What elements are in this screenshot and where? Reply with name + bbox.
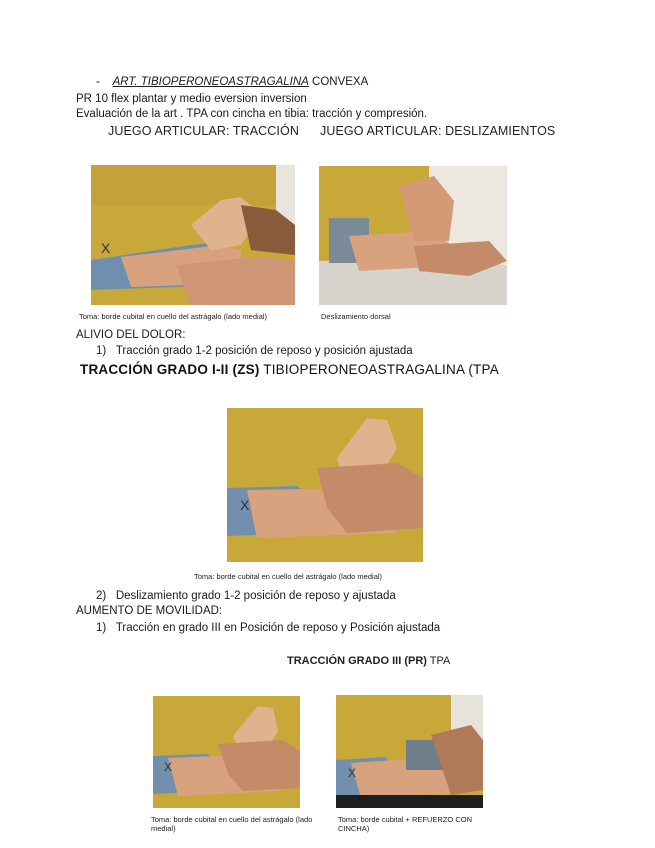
caption-photo1: Toma: borde cubital en cuello del astrágalo (lado medial) — [79, 312, 268, 321]
traccion-iii-bold: TRACCIÓN GRADO III (PR) — [287, 655, 427, 667]
item-2-text: Deslizamiento grado 1-2 posición de reposo y ajustada — [115, 590, 396, 602]
x-mark-1: X — [101, 240, 111, 256]
photo-traccion-grado-i-ii — [227, 408, 423, 562]
photo-traccion-ankle — [91, 165, 295, 305]
header-deslizamientos: JUEGO ARTICULAR: DESLIZAMIENTOS — [320, 124, 556, 138]
caption-photo4: Toma: borde cubital en cuello del astrágalo (lado medial) — [151, 815, 313, 833]
aumento-item-1 — [96, 622, 440, 635]
alivio-item-1-num: 1) — [96, 345, 107, 357]
photo-traccion-grado-iii-b — [336, 695, 483, 808]
traccion-i-ii-heading — [80, 362, 499, 377]
line-eval: Evaluación de la art . TPA con cincha en tibia: tracción y compresión. — [76, 108, 428, 120]
line-pr: PR 10 flex plantar y medio eversion inversion — [76, 93, 307, 105]
traccion-iii-heading — [287, 655, 450, 667]
aumento-title: AUMENTO DE MOVILIDAD: — [76, 605, 223, 617]
alivio-item-1-text: Tracción grado 1-2 posición de reposo y posición ajustada — [115, 345, 413, 357]
section-title-rest: CONVEXA — [308, 76, 369, 88]
section-title-line — [96, 76, 368, 89]
x-mark-3: X — [240, 497, 250, 513]
aumento-item-1-text: Tracción en grado III en Posición de reposo y Posición ajustada — [115, 622, 441, 634]
bullet: - — [96, 76, 100, 88]
x-mark-5: X — [348, 766, 357, 780]
photo-traccion-grado-iii-a — [153, 696, 300, 808]
aumento-item-1-num: 1) — [96, 622, 107, 634]
traccion-iii-rest: TPA — [426, 655, 451, 667]
traccion-i-ii-rest: TIBIOPERONEOASTRAGALINA (TPA — [259, 362, 499, 377]
traccion-i-ii-bold: TRACCIÓN GRADO I-II (ZS) — [80, 362, 260, 377]
caption-photo3: Toma: borde cubital en cuello del astrágalo (lado medial) — [194, 572, 383, 581]
alivio-item-1 — [96, 345, 413, 358]
caption-photo2: Deslizamiento dorsal — [321, 312, 391, 321]
item-2 — [96, 590, 396, 603]
item-2-num: 2) — [96, 590, 107, 602]
photo-deslizamiento-dorsal — [319, 166, 507, 305]
header-traccion: JUEGO ARTICULAR: TRACCIÓN — [108, 124, 299, 138]
x-mark-4: X — [164, 760, 173, 774]
caption-photo5: Toma: borde cubital + REFUERZO CON CINCHA) — [338, 815, 473, 833]
alivio-title: ALIVIO DEL DOLOR: — [76, 329, 186, 341]
section-title-underlined: ART. TIBIOPERONEOASTRAGALINA — [112, 76, 309, 88]
